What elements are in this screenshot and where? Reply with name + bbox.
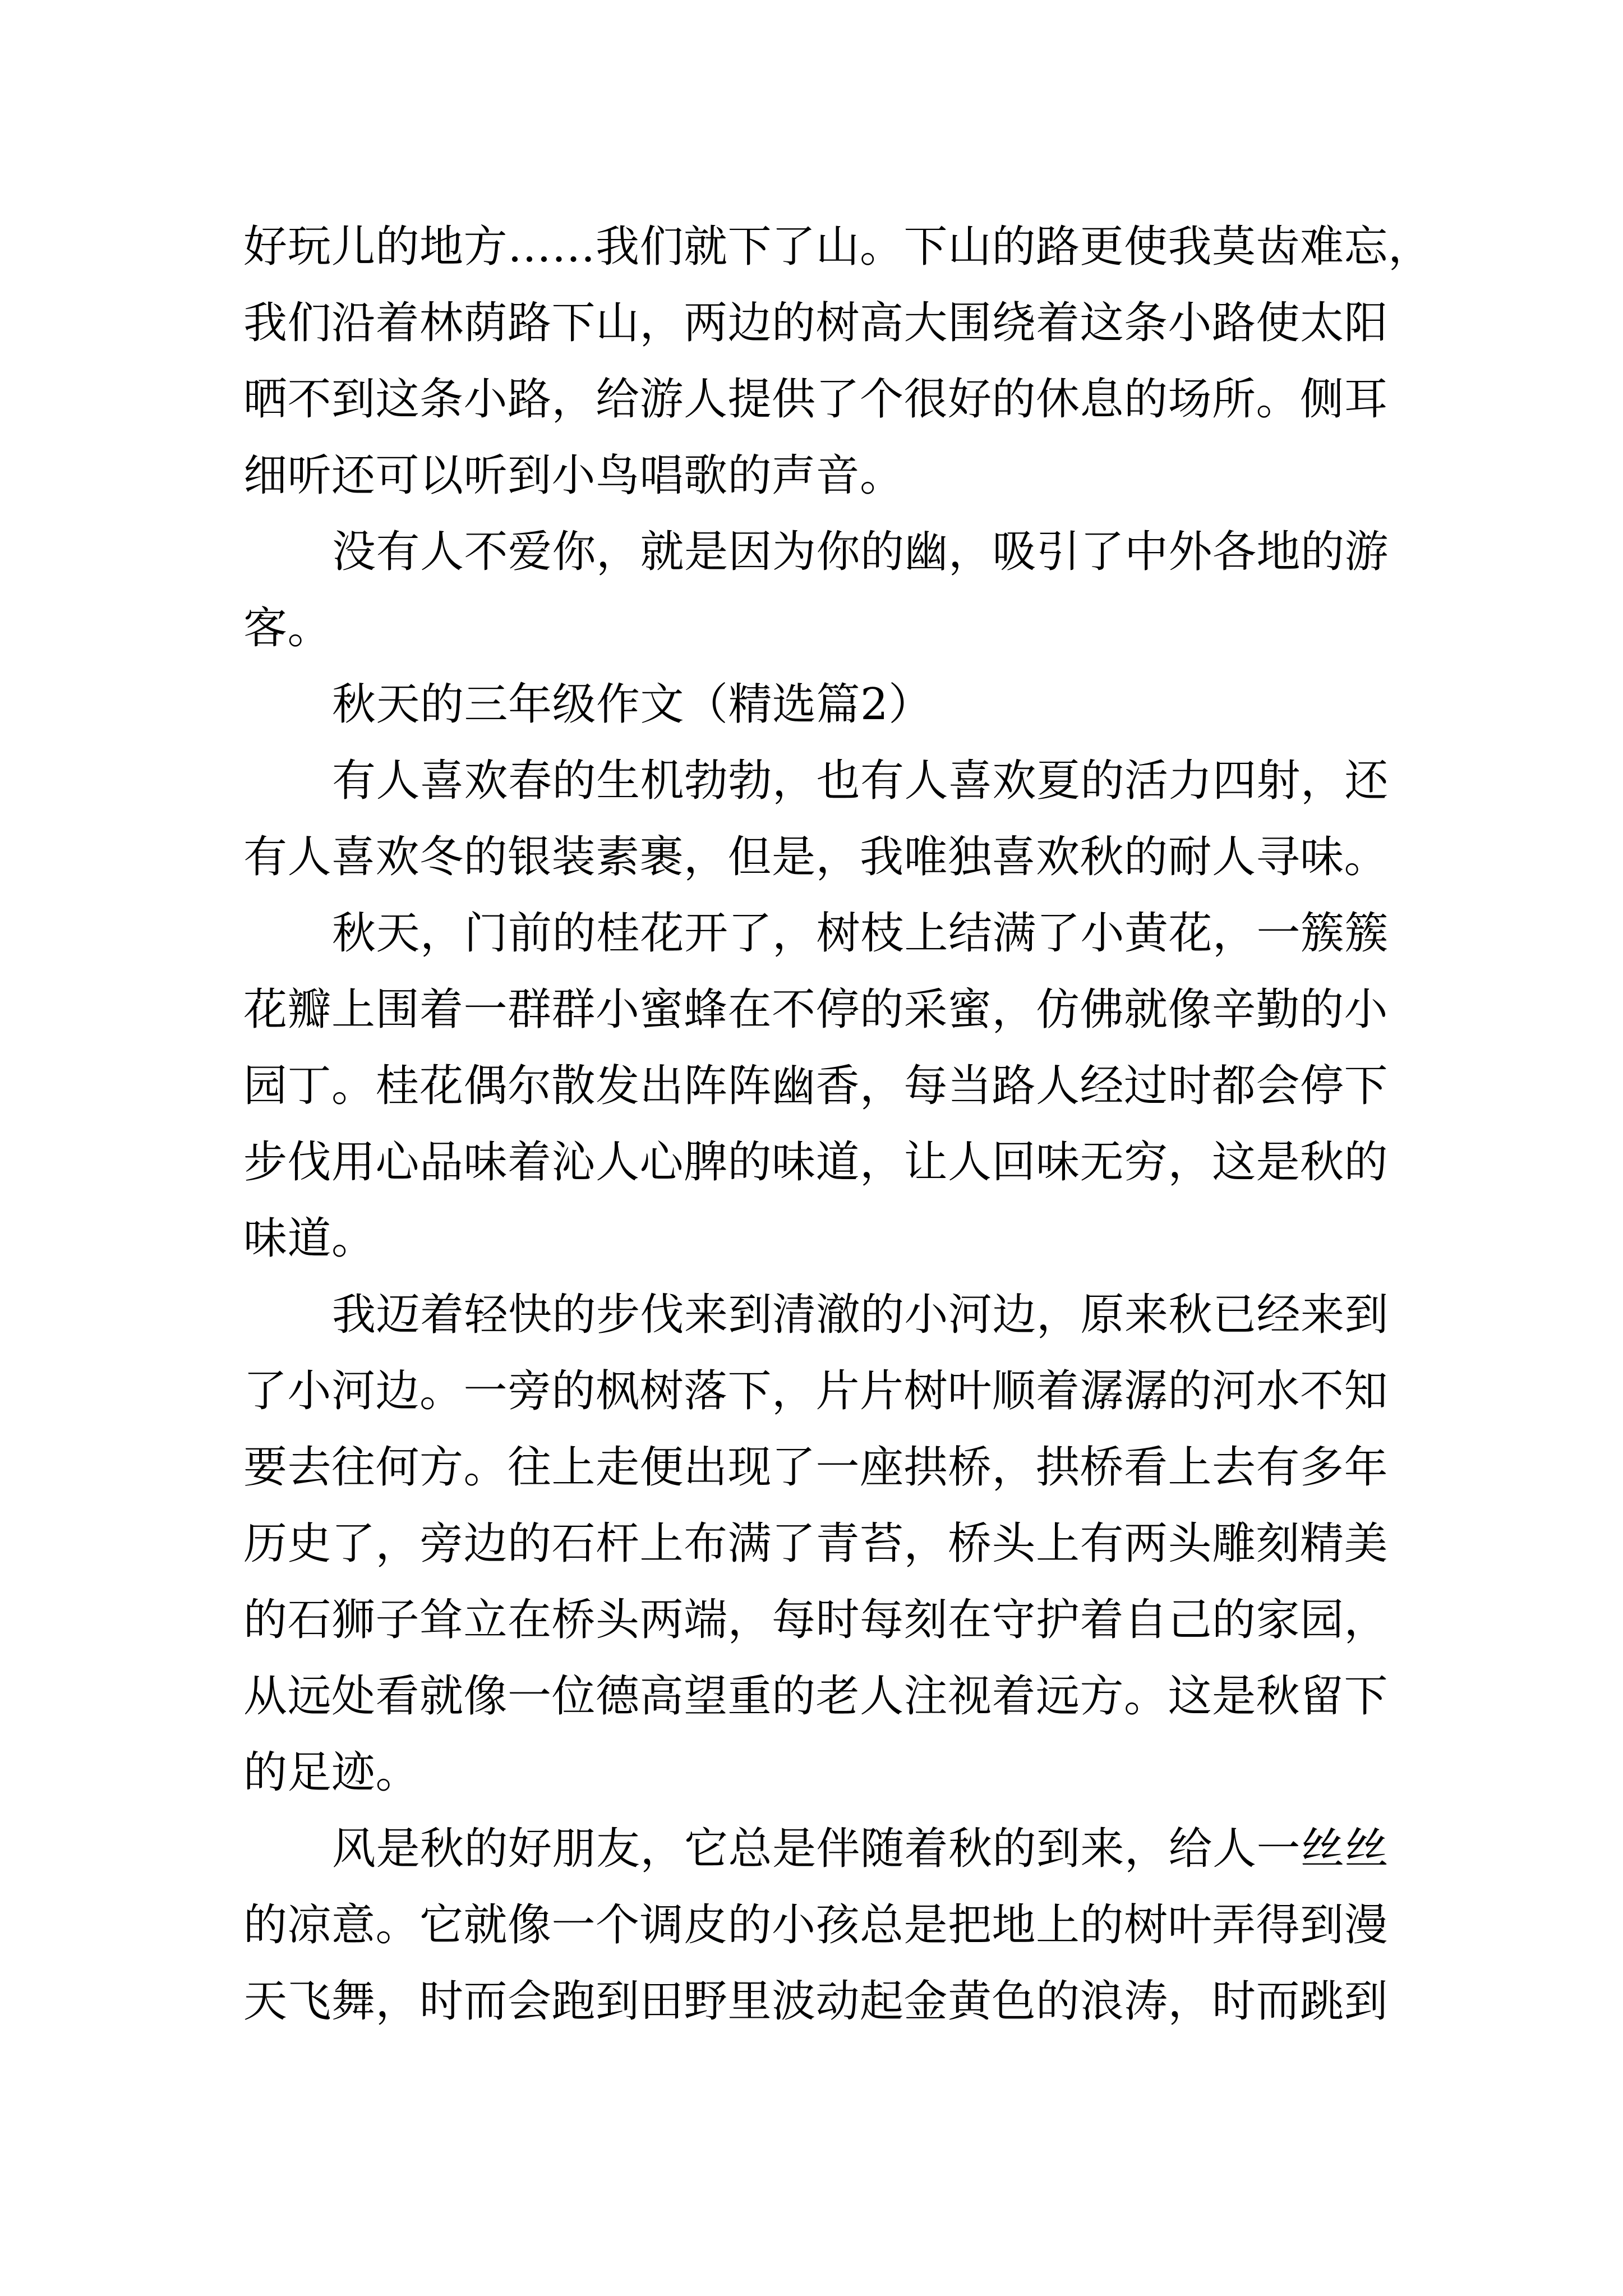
body-text-line: 晒不到这条小路，给游人提供了个很好的休息的场所。侧耳 [243, 374, 1389, 425]
paragraph [243, 895, 1500, 1277]
body-text-line: 从远处看就像一位德高望重的老人注视着远方。这是秋留下 [243, 1671, 1389, 1722]
body-text-line: 客。 [243, 603, 332, 654]
body-text-line: 的石狮子耸立在桥头两端，每时每刻在守护着自己的家园， [243, 1595, 1389, 1645]
body-text-line: 好玩儿的地方……我们就下了山。下山的路更使我莫齿难忘， [243, 222, 1432, 272]
body-text-line: 我们沿着林荫路下山，两边的树高大围绕着这条小路使太阳 [243, 298, 1389, 348]
body-text-line: 味道。 [243, 1213, 376, 1264]
body-text-line: 天飞舞，时而会跑到田野里波动起金黄色的浪涛，时而跳到 [243, 1976, 1389, 2027]
section-heading-text: 秋天的三年级作文（精选篇2） [332, 679, 933, 730]
paragraph [243, 743, 1500, 895]
body-text-line: 风是秋的好朋友，它总是伴随着秋的到来，给人一丝丝 [332, 1824, 1389, 1874]
body-text-line: 要去往何方。往上走便出现了一座拱桥，拱桥看上去有多年 [243, 1442, 1389, 1493]
body-text-line: 我迈着轻快的步伐来到清澈的小河边，原来秋已经来到 [332, 1290, 1389, 1340]
body-text-line: 的足迹。 [243, 1747, 420, 1798]
body-text-line: 步伐用心品味着沁人心脾的味道，让人回味无穷，这是秋的 [243, 1137, 1389, 1188]
paragraph [243, 1811, 1500, 2040]
body-text-line: 秋天，门前的桂花开了，树枝上结满了小黄花，一簇簇 [332, 908, 1389, 959]
document-body [243, 209, 1500, 2040]
paragraph [243, 209, 1500, 514]
paragraph [243, 514, 1500, 666]
body-text-line: 了小河边。一旁的枫树落下，片片树叶顺着潺潺的河水不知 [243, 1366, 1389, 1416]
body-text-line: 细听还可以听到小鸟唱歌的声音。 [243, 450, 904, 501]
body-text-line: 园丁。桂花偶尔散发出阵阵幽香，每当路人经过时都会停下 [243, 1061, 1389, 1111]
body-text-line: 有人喜欢春的生机勃勃，也有人喜欢夏的活力四射，还 [332, 756, 1389, 806]
paragraph [243, 1277, 1500, 1811]
body-text-line: 的凉意。它就像一个调皮的小孩总是把地上的树叶弄得到漫 [243, 1900, 1389, 1950]
body-text-line: 有人喜欢冬的银装素裹，但是，我唯独喜欢秋的耐人寻味。 [243, 832, 1389, 882]
body-text-line: 历史了，旁边的石杆上布满了青苔，桥头上有两头雕刻精美 [243, 1519, 1389, 1569]
section-heading [243, 666, 1500, 743]
body-text-line: 没有人不爱你，就是因为你的幽，吸引了中外各地的游 [332, 527, 1389, 577]
body-text-line: 花瓣上围着一群群小蜜蜂在不停的采蜜，仿佛就像辛勤的小 [243, 984, 1389, 1035]
